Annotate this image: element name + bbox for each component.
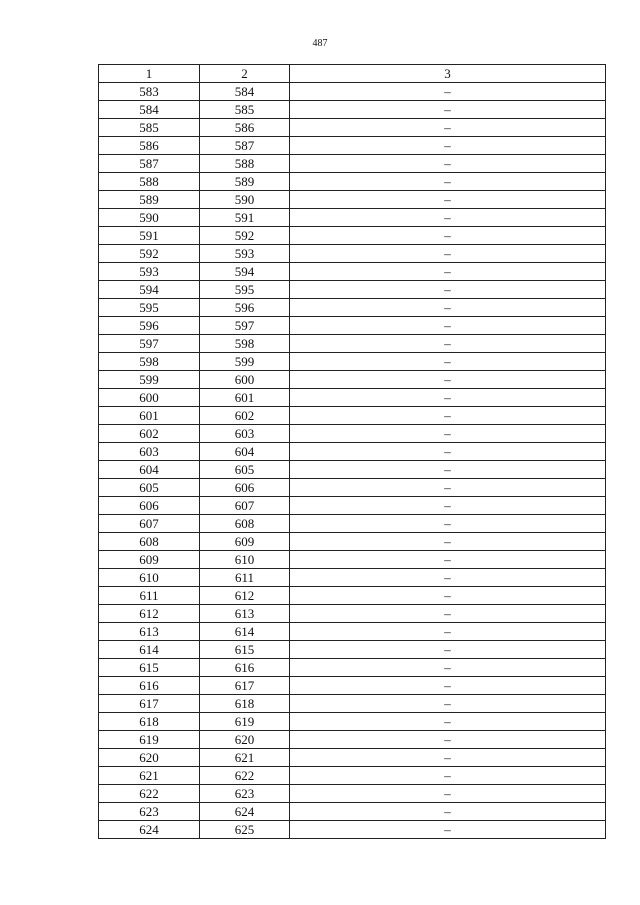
table-row: [99, 677, 606, 695]
table-cell-col-1: 600: [99, 389, 200, 407]
table-cell-col-1: 614: [99, 641, 200, 659]
table-cell-col-2: 584: [200, 83, 290, 101]
table-row: [99, 551, 606, 569]
table-cell-col-1: 585: [99, 119, 200, 137]
table-cell-col-3: –: [290, 443, 606, 461]
table-cell-col-2: 598: [200, 335, 290, 353]
table-row: [99, 317, 606, 335]
table-cell-col-1: 606: [99, 497, 200, 515]
table-cell-col-3: –: [290, 497, 606, 515]
table-cell-col-3: –: [290, 731, 606, 749]
column-header-2: 2: [200, 65, 290, 83]
table-cell-col-2: 612: [200, 587, 290, 605]
table-cell-col-1: 584: [99, 101, 200, 119]
table-row: [99, 335, 606, 353]
table-cell-col-3: –: [290, 533, 606, 551]
table-cell-col-1: 597: [99, 335, 200, 353]
table-cell-col-1: 592: [99, 245, 200, 263]
table-row: [99, 641, 606, 659]
table-cell-col-2: 589: [200, 173, 290, 191]
table-cell-col-1: 605: [99, 479, 200, 497]
table-cell-col-1: 621: [99, 767, 200, 785]
table-cell-col-2: 619: [200, 713, 290, 731]
table-cell-col-3: –: [290, 209, 606, 227]
table-row: [99, 137, 606, 155]
table-row: [99, 785, 606, 803]
table-cell-col-1: 617: [99, 695, 200, 713]
table-row: [99, 533, 606, 551]
table-cell-col-2: 594: [200, 263, 290, 281]
table-cell-col-1: 604: [99, 461, 200, 479]
table-cell-col-2: 607: [200, 497, 290, 515]
table-row: [99, 605, 606, 623]
table-cell-col-2: 625: [200, 821, 290, 839]
table-cell-col-2: 603: [200, 425, 290, 443]
table-cell-col-2: 614: [200, 623, 290, 641]
table-header: [99, 65, 606, 83]
table-row: [99, 119, 606, 137]
table-cell-col-3: –: [290, 695, 606, 713]
table-cell-col-1: 591: [99, 227, 200, 245]
table-cell-col-3: –: [290, 371, 606, 389]
table-row: [99, 515, 606, 533]
table-cell-col-2: 624: [200, 803, 290, 821]
table-cell-col-1: 608: [99, 533, 200, 551]
table-cell-col-1: 609: [99, 551, 200, 569]
table-cell-col-2: 609: [200, 533, 290, 551]
table-row: [99, 695, 606, 713]
table-cell-col-1: 594: [99, 281, 200, 299]
table-row: [99, 155, 606, 173]
table-cell-col-1: 618: [99, 713, 200, 731]
table-cell-col-1: 616: [99, 677, 200, 695]
table-cell-col-3: –: [290, 641, 606, 659]
table-cell-col-3: –: [290, 335, 606, 353]
table-row: [99, 191, 606, 209]
table-cell-col-2: 588: [200, 155, 290, 173]
table-cell-col-3: –: [290, 119, 606, 137]
table-cell-col-1: 593: [99, 263, 200, 281]
table-cell-col-3: –: [290, 587, 606, 605]
table-cell-col-2: 621: [200, 749, 290, 767]
table-cell-col-3: –: [290, 515, 606, 533]
table-cell-col-2: 600: [200, 371, 290, 389]
column-header-3: 3: [290, 65, 606, 83]
table-row: [99, 749, 606, 767]
table-cell-col-1: 599: [99, 371, 200, 389]
table-row: [99, 767, 606, 785]
table-cell-col-2: 585: [200, 101, 290, 119]
table-cell-col-3: –: [290, 281, 606, 299]
table-row: [99, 371, 606, 389]
table-cell-col-1: 590: [99, 209, 200, 227]
table-row: [99, 407, 606, 425]
table-cell-col-3: –: [290, 137, 606, 155]
table-cell-col-1: 587: [99, 155, 200, 173]
table-cell-col-2: 599: [200, 353, 290, 371]
table-cell-col-1: 602: [99, 425, 200, 443]
table-row: [99, 731, 606, 749]
table-cell-col-3: –: [290, 677, 606, 695]
table-cell-col-2: 587: [200, 137, 290, 155]
table-row: [99, 443, 606, 461]
table-cell-col-2: 592: [200, 227, 290, 245]
table-cell-col-1: 596: [99, 317, 200, 335]
table-cell-col-3: –: [290, 659, 606, 677]
table-cell-col-1: 588: [99, 173, 200, 191]
table-cell-col-3: –: [290, 713, 606, 731]
table-row: [99, 425, 606, 443]
header-row: [99, 65, 606, 83]
table-row: [99, 623, 606, 641]
table-cell-col-2: 608: [200, 515, 290, 533]
table-cell-col-1: 619: [99, 731, 200, 749]
table-cell-col-1: 601: [99, 407, 200, 425]
table-row: [99, 245, 606, 263]
table-cell-col-1: 622: [99, 785, 200, 803]
table-row: [99, 101, 606, 119]
table-cell-col-1: 598: [99, 353, 200, 371]
table-cell-col-2: 596: [200, 299, 290, 317]
table-cell-col-1: 613: [99, 623, 200, 641]
table-cell-col-2: 586: [200, 119, 290, 137]
table-cell-col-2: 606: [200, 479, 290, 497]
table-cell-col-1: 615: [99, 659, 200, 677]
table-cell-col-3: –: [290, 749, 606, 767]
table-cell-col-2: 602: [200, 407, 290, 425]
table-row: [99, 713, 606, 731]
table-cell-col-2: 590: [200, 191, 290, 209]
table-cell-col-2: 597: [200, 317, 290, 335]
table-cell-col-1: 589: [99, 191, 200, 209]
table-row: [99, 587, 606, 605]
table-cell-col-3: –: [290, 425, 606, 443]
table-cell-col-3: –: [290, 227, 606, 245]
table-cell-col-1: 603: [99, 443, 200, 461]
table-cell-col-3: –: [290, 407, 606, 425]
table-row: [99, 389, 606, 407]
table-cell-col-1: 624: [99, 821, 200, 839]
table-row: [99, 227, 606, 245]
table-cell-col-3: –: [290, 155, 606, 173]
table-cell-col-3: –: [290, 461, 606, 479]
table-cell-col-3: –: [290, 263, 606, 281]
table-cell-col-3: –: [290, 551, 606, 569]
table-row: [99, 803, 606, 821]
table-cell-col-2: 593: [200, 245, 290, 263]
table-cell-col-3: –: [290, 785, 606, 803]
table-row: [99, 353, 606, 371]
table-cell-col-3: –: [290, 173, 606, 191]
table-row: [99, 461, 606, 479]
table-cell-col-2: 591: [200, 209, 290, 227]
table-cell-col-2: 620: [200, 731, 290, 749]
table-row: [99, 299, 606, 317]
table-body: [99, 83, 606, 839]
table-cell-col-3: –: [290, 605, 606, 623]
table-cell-col-3: –: [290, 101, 606, 119]
table-cell-col-2: 604: [200, 443, 290, 461]
table-cell-col-3: –: [290, 245, 606, 263]
table-cell-col-3: –: [290, 623, 606, 641]
table-cell-col-1: 583: [99, 83, 200, 101]
table-row: [99, 83, 606, 101]
table-row: [99, 497, 606, 515]
table-row: [99, 479, 606, 497]
table-cell-col-2: 601: [200, 389, 290, 407]
table-cell-col-3: –: [290, 389, 606, 407]
table-row: [99, 281, 606, 299]
table-cell-col-2: 605: [200, 461, 290, 479]
table-row: [99, 821, 606, 839]
table-row: [99, 263, 606, 281]
page-number: 487: [312, 38, 328, 49]
data-table: [98, 64, 606, 839]
table-cell-col-1: 620: [99, 749, 200, 767]
table-cell-col-2: 617: [200, 677, 290, 695]
table-cell-col-1: 611: [99, 587, 200, 605]
table-cell-col-1: 623: [99, 803, 200, 821]
table-cell-col-3: –: [290, 821, 606, 839]
table-cell-col-2: 618: [200, 695, 290, 713]
table-cell-col-1: 612: [99, 605, 200, 623]
table-cell-col-3: –: [290, 299, 606, 317]
table-cell-col-2: 613: [200, 605, 290, 623]
table-cell-col-3: –: [290, 317, 606, 335]
table-cell-col-2: 616: [200, 659, 290, 677]
table-cell-col-3: –: [290, 83, 606, 101]
table-cell-col-2: 610: [200, 551, 290, 569]
table-cell-col-3: –: [290, 479, 606, 497]
table-cell-col-1: 610: [99, 569, 200, 587]
table-row: [99, 209, 606, 227]
table-cell-col-3: –: [290, 803, 606, 821]
table-row: [99, 569, 606, 587]
column-header-1: 1: [99, 65, 200, 83]
table-cell-col-3: –: [290, 767, 606, 785]
table-cell-col-2: 623: [200, 785, 290, 803]
table-cell-col-1: 607: [99, 515, 200, 533]
table-row: [99, 659, 606, 677]
table-cell-col-1: 595: [99, 299, 200, 317]
table-cell-col-2: 615: [200, 641, 290, 659]
table-row: [99, 173, 606, 191]
table-cell-col-1: 586: [99, 137, 200, 155]
table-cell-col-2: 611: [200, 569, 290, 587]
table-cell-col-2: 622: [200, 767, 290, 785]
table-cell-col-2: 595: [200, 281, 290, 299]
table-cell-col-3: –: [290, 353, 606, 371]
table-cell-col-3: –: [290, 569, 606, 587]
table-cell-col-3: –: [290, 191, 606, 209]
